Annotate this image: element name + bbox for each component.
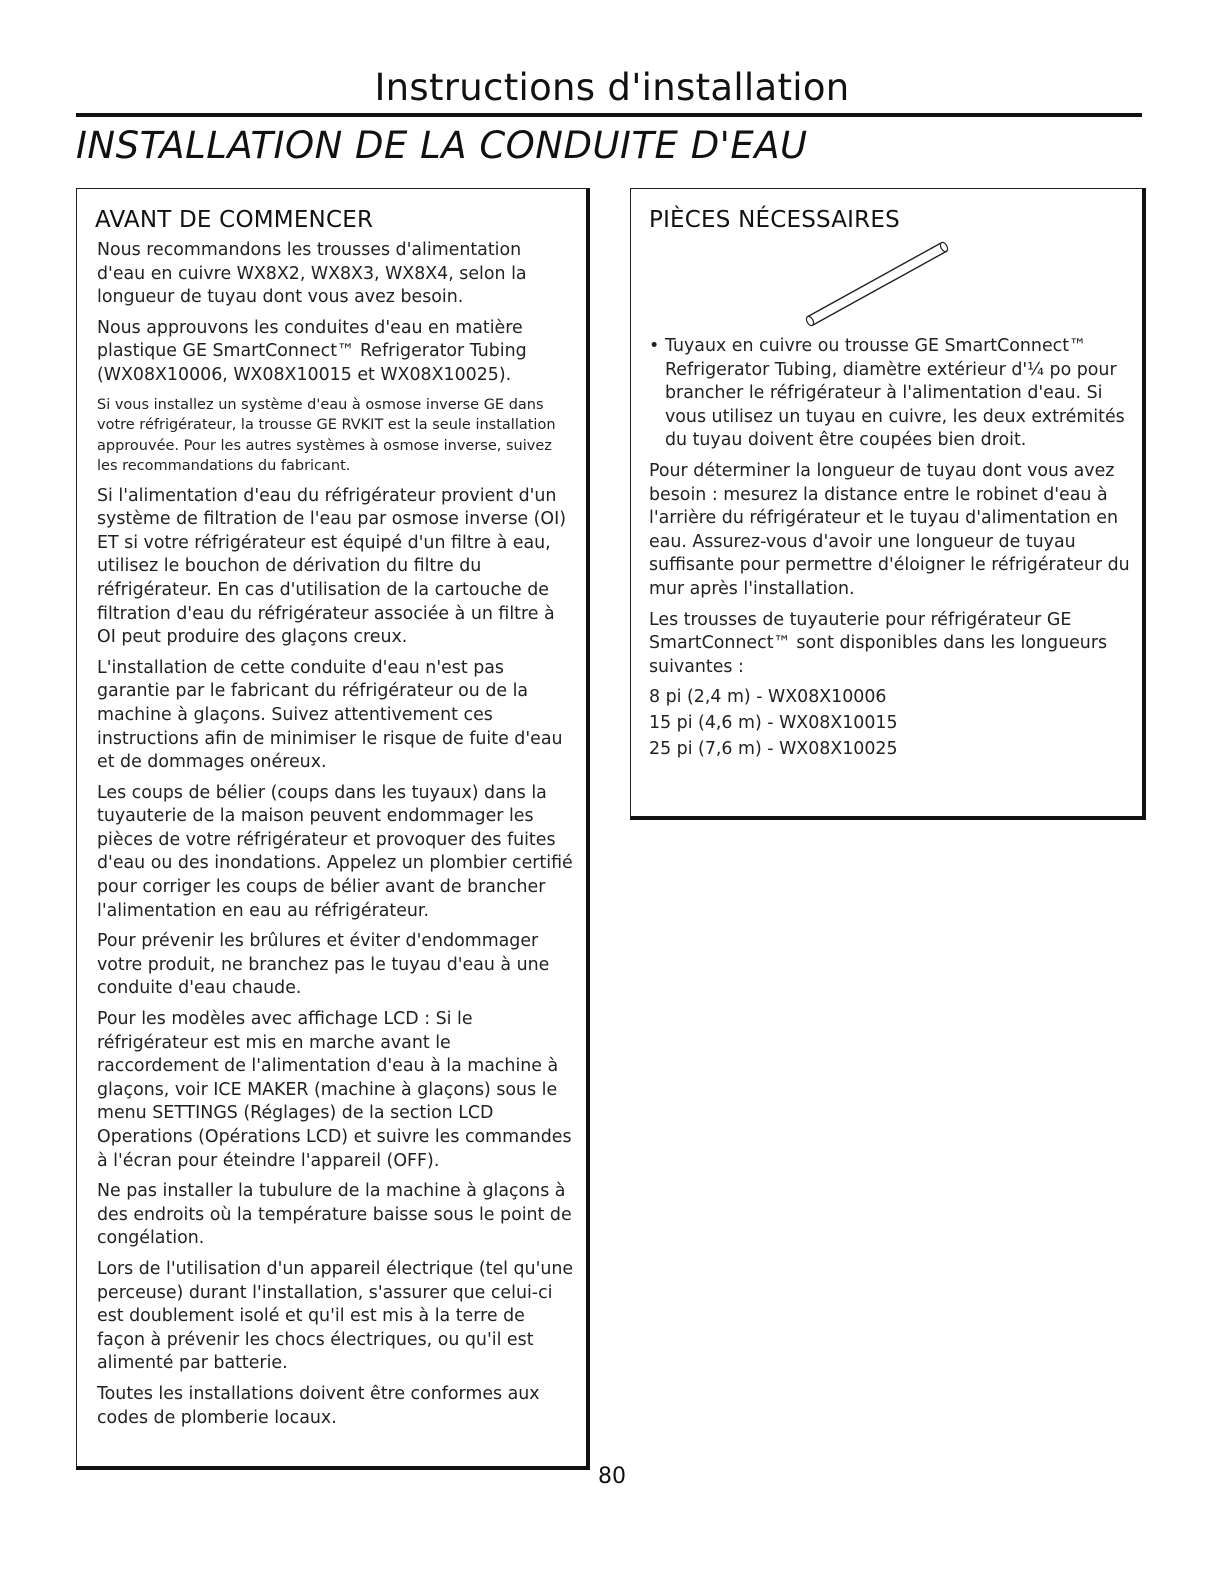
paragraph-length-measure: Pour déterminer la longueur de tuyau dont vous avez besoin : mesurez la distance entre le robinet d'eau à l'arrière du réfrigérateur et le tuyau d'alimentation en eau. Assurez-vous d'avoir une longueur de tuyau suffisante pour permettre d'éloigner le réfrigérateur du mur après l'installation. [649,460,1130,599]
header-rule [76,113,1142,117]
section-title: INSTALLATION DE LA CONDUITE D'EAU [76,124,808,167]
paragraph-smartconnect: Nous approuvons les conduites d'eau en matière plastique GE SmartConnect™ Refrigerator Tubing (WX08X10006, WX08X10015 et WX08X10025). [97,317,527,385]
before-you-begin-box [76,188,590,1470]
length-list [649,686,1130,761]
parts-bullet-text: Tuyaux en cuivre ou trousse GE SmartConnect™ Refrigerator Tubing, diamètre extérieur d'¼ po pour brancher le réfrigérateur à l'alimentation d'eau. Si vous utilisez un tuyau en cuivre, les deux extrémités du tuyau doivent être coupées bien droit. [665,336,1125,451]
paragraph-plumbing-codes: Toutes les installations doivent être conformes aux codes de plomberie locaux. [97,1383,540,1428]
paragraph-hot-water: Pour prévenir les brûlures et éviter d'endommager votre produit, ne branchez pas le tuyau d'eau à une conduite d'eau chaude. [97,931,550,999]
length-item: 25 pi (7,6 m) - WX08X10025 [649,738,898,759]
page-header-title: Instructions d'installation [374,66,850,109]
paragraph-electrical-tool: Lors de l'utilisation d'un appareil électrique (tel qu'une perceuse) durant l'installation, s'assurer que celui-ci est doublement isolé et qu'il est mis à la terre de façon à prévenir les chocs électriques, ou qu'il est alimenté par batterie. [97,1258,574,1374]
paragraph-kits-available: Les trousses de tuyauterie pour réfrigérateur GE SmartConnect™ sont disponibles dans les longueurs suivantes : [649,609,1108,677]
tube-illustration [649,239,1130,335]
paragraph-reverse-osmosis: Si l'alimentation d'eau du réfrigérateur provient d'un système de filtration de l'eau par osmose inverse (OI) ET si votre réfrigérateur est équipé d'un filtre à eau, utilisez le bouchon de dérivation du filtre du réfrigérateur. En cas d'utilisation de la cartouche de filtration d'eau du réfrigérateur associée à un filtre à OI peut produire des glaçons creux. [97,485,567,648]
parts-needed-box [630,188,1146,820]
before-you-begin-heading: AVANT DE COMMENCER [95,207,374,233]
bullet-dot: • [649,336,660,356]
parts-bullet-item [649,335,1130,453]
parts-needed-heading: PIÈCES NÉCESSAIRES [649,207,900,233]
copper-tube-icon [799,229,959,329]
paragraph-rvkit: Si vous installez un système d'eau à osmose inverse GE dans votre réfrigérateur, la trousse GE RVKIT est la seule installation approuvée. Pour les autres systèmes à osmose inverse, suivez les recommandations du fabricant. [97,396,556,475]
length-item: 15 pi (4,6 m) - WX08X10015 [649,712,898,733]
length-item: 8 pi (2,4 m) - WX08X10006 [649,687,887,708]
paragraph-lcd-models: Pour les modèles avec affichage LCD : Si le réfrigérateur est mis en marche avant le raccordement de l'alimentation d'eau à la machine à glaçons, voir ICE MAKER (machine à glaçons) sous le menu SETTINGS (Réglages) de la section LCD Operations (Opérations LCD) et suivre les commandes à l'écran pour éteindre l'appareil (OFF). [97,1009,572,1171]
paragraph-copper-kits: Nous recommandons les trousses d'alimentation d'eau en cuivre WX8X2, WX8X3, WX8X4, selon la longueur de tuyau dont vous avez besoin. [97,240,527,308]
page-number: 80 [598,1464,626,1489]
paragraph-freezing: Ne pas installer la tubulure de la machine à glaçons à des endroits où la température baisse sous le point de congélation. [97,1181,572,1249]
paragraph-warranty: L'installation de cette conduite d'eau n'est pas garantie par le fabricant du réfrigérateur ou de la machine à glaçons. Suivez attentivement ces instructions afin de minimiser le risque de fuite d'eau et de dommages onéreux. [97,657,563,773]
paragraph-water-hammer: Les coups de bélier (coups dans les tuyaux) dans la tuyauterie de la maison peuvent endommager les pièces de votre réfrigérateur et provoquer des fuites d'eau ou des inondations. Appelez un plombier certifié pour corriger les coups de bélier avant de brancher l'alimentation en eau au réfrigérateur. [97,782,573,921]
